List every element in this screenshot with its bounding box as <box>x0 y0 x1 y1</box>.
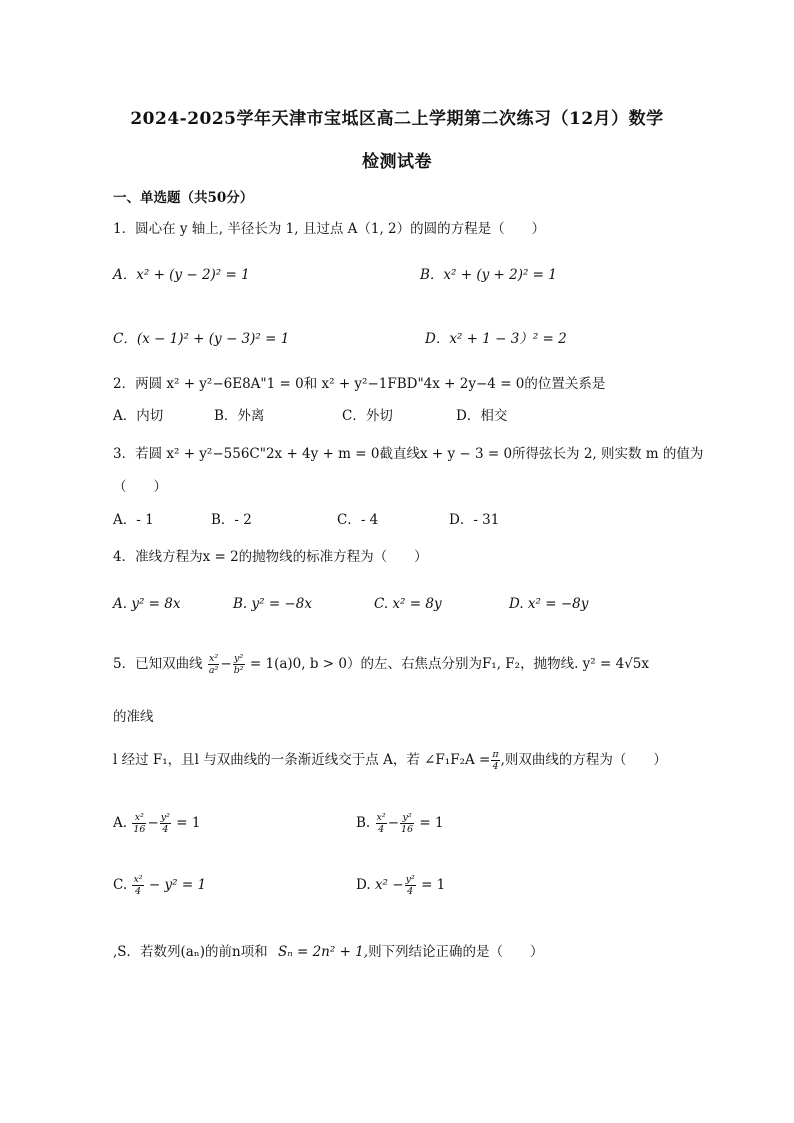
q5-frac-x: $\frac{\text{x²}}{\text{a²}}$ <box>208 653 219 676</box>
q1-option-c: C．(x − 1)² + (y − 3)² = 1 <box>113 331 290 347</box>
q1-option-a: A．x² + (y − 2)² = 1 <box>113 267 250 283</box>
q3-stem-cont: （ ） <box>113 479 167 495</box>
q4-option-d: D. x² = −8y <box>509 596 589 612</box>
q2-option-b: B．外离 <box>214 408 265 424</box>
q2-option-a: A．内切 <box>113 408 164 424</box>
title-line-1: 2024-2025学年天津市宝坻区高二上学期第二次练习（12月）数学 <box>130 109 664 129</box>
q5-stem-cont: 的准线 <box>113 709 154 725</box>
q1-option-d: D．x² + 1 − 3）² = 2 <box>425 331 567 347</box>
q4-option-a: A. y² = 8x <box>113 596 181 612</box>
q3-stem: 3．若圆 x² + y²−556C"2x + 4y + m = 0截直线x + y − 3 = 0所得弦长为 2, 则实数 m 的值为 <box>113 446 704 462</box>
q3-option-c: C．- 4 <box>337 512 379 528</box>
section-heading: 一、单选题（共50分） <box>113 190 254 206</box>
q2-stem: 2．两圆 x² + y²−6E8A"1 = 0和 x² + y²−1FBD"4x + 2y−4 = 0的位置关系是 <box>113 376 606 392</box>
q5-frac-y: $\frac{\text{y²}}{\text{b²}}$ <box>233 653 244 676</box>
q2-option-c: C．外切 <box>342 408 393 424</box>
title-line-2: 检测试卷 <box>362 152 432 172</box>
q3-option-b: B．- 2 <box>211 512 252 528</box>
q3-option-a: A．- 1 <box>113 512 154 528</box>
q4-option-c: C. x² = 8y <box>374 596 442 612</box>
q4-stem: 4．准线方程为x = 2的抛物线的标准方程为（ ） <box>113 549 428 565</box>
q5-option-c: C. $\frac{\text{x²}}{4}$ − y² = 1 <box>113 874 207 897</box>
q6-stem: ,S．若数列(aₙ)的前n项和 Sₙ = 2n² + 1,则下列结论正确的是（ ） <box>113 944 544 960</box>
q5-stem: 5．已知双曲线 $\frac{\text{x²}}{\text{a²}}$ − $\frac{\text{y²}}{\text{b²}}$ = 1(a)0, b > 0）的左、右焦点分别为F₁, F₂，抛物线. y² = 4√5x <box>113 653 649 676</box>
q4-option-b: B. y² = −8x <box>233 596 312 612</box>
q1-option-b: B．x² + (y + 2)² = 1 <box>420 267 557 283</box>
q5-stem-pre: 5．已知双曲线 <box>113 656 203 672</box>
q5-option-d: D. x² − $\frac{\text{y²}}{4}$ = 1 <box>356 874 446 897</box>
q1-stem: 1．圆心在 y 轴上, 半径长为 1, 且过点 A（1, 2）的圆的方程是（ ） <box>113 221 546 237</box>
q5-stem-mid: = 1(a)0, b > 0）的左、右焦点分别为F₁, F₂，抛物线. y² = 4√5x <box>249 656 649 672</box>
q5-option-a: A. $\frac{\text{x²}}{16}$ − $\frac{\text{y²}}{4}$ = 1 <box>113 812 201 835</box>
q3-option-d: D．- 31 <box>449 512 500 528</box>
q5-stem-line3: l 经过 F₁，且l 与双曲线的一条渐近线交于点 A，若 ∠F₁F₂A = $\frac{\pi}{4}$ ,则双曲线的方程为（ ） <box>113 749 667 772</box>
q5-frac-angle: $\frac{\pi}{4}$ <box>492 749 499 772</box>
q5-option-b: B. $\frac{\text{x²}}{4}$ − $\frac{\text{y²}}{16}$ = 1 <box>356 812 444 835</box>
q2-option-d: D．相交 <box>456 408 508 424</box>
